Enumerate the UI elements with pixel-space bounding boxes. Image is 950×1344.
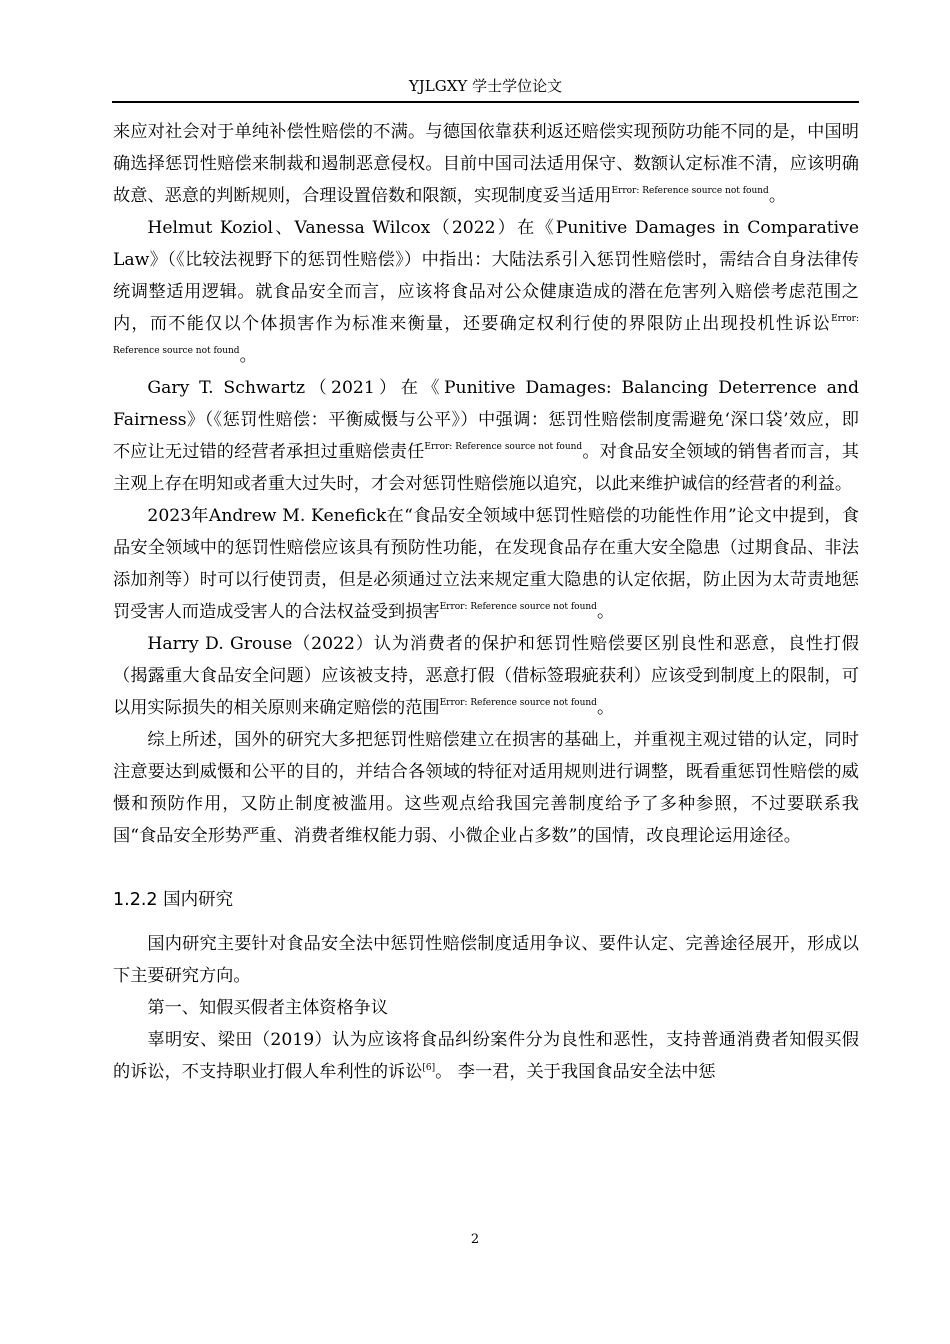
paragraph [113, 724, 859, 852]
paragraph [113, 928, 859, 992]
paragraph-text: Harry D. Grouse（2022）认为消费者的保护和惩罚性赔偿要区别良性和恶意，良性打假（揭露重大食品安全问题）应该被支持，恶意打假（借标签瑕疵获利）应该受到制度上的限制，可以用实际损失的相关原则来确定赔偿的范围 [113, 634, 859, 718]
header-divider [112, 101, 859, 103]
paragraph-text: 辜明安、梁田（2019）认为应该将食品纠纷案件分为良性和恶性，支持普通消费者知假买假的诉讼，不支持职业打假人牟利性的诉讼 [113, 1030, 859, 1082]
paragraph [113, 116, 859, 212]
paragraph-tail: 。 [596, 602, 615, 622]
paragraph [113, 372, 859, 500]
paragraph-text: 2023年Andrew M. Kenefick在“食品安全领域中惩罚性赔偿的功能性作用”论文中提到，食品安全领域中的惩罚性赔偿应该具有预防性功能，在发现食品存在重大安全隐患（过期食品、非法添加剂等）时可以行使罚责，但是必须通过立法来规定重大隐患的认定依据，防止因为太苛责地惩罚受害人而造成受害人的合法权益受到损害 [113, 506, 859, 622]
paragraph-text: 国内研究主要针对食品安全法中惩罚性赔偿制度适用争议、要件认定、完善途径展开，形成以下主要研究方向。 [113, 934, 859, 986]
paragraph [113, 628, 859, 724]
page-header: YJLGXY 学士学位论文 [408, 77, 563, 95]
section-heading [113, 884, 859, 916]
paragraph-tail: 。对食品安全领域的销售者而言，其主观上存在明知或者重大过失时，才会对惩罚性赔偿施以追究，以此来维护诚信的经营者的利益。 [113, 442, 859, 494]
paragraph-tail: 。 [768, 186, 787, 206]
paragraph-tail: 。 [596, 698, 615, 718]
paragraph-tail: 。 李一君，关于我国食品安全法中惩 [435, 1062, 716, 1082]
reference-error: Error: Reference source not found [439, 698, 597, 708]
paragraph-text: 第一、知假买假者主体资格争议 [147, 998, 389, 1018]
paragraph [113, 1024, 859, 1088]
paragraph-text: Helmut Koziol、Vanessa Wilcox（2022）在《Punitive Damages in Comparative Law》（《比较法视野下的惩罚性赔偿》）中指出：大陆法系引入惩罚性赔偿时，需结合自身法律传统调整适用逻辑。就食品安全而言，应该将食品对公众健康造成的潜在危害列入赔偿考虑范围之内，而不能仅以个体损害作为标准来衡量，还要确定权利行使的界限防止出现投机性诉讼 [113, 218, 859, 334]
reference-error: Error: Reference source not found [439, 602, 597, 612]
paragraph-text: Gary T. Schwartz（2021）在《Punitive Damages: Balancing Deterrence and Fairness》（《惩罚性赔偿：平衡威慑与公平》）中强调：惩罚性赔偿制度需避免‘深口袋’效应，即不应让无过错的经营者承担过重赔偿责任 [113, 378, 859, 462]
page-number: 2 [470, 1232, 480, 1247]
paragraph-text: 来应对社会对于单纯补偿性赔偿的不满。与德国依靠获利返还赔偿实现预防功能不同的是，中国明确选择惩罚性赔偿来制裁和遏制恶意侵权。目前中国司法适用保守、数额认定标准不清，应该明确故意、恶意的判断规则，合理设置倍数和限额，实现制度妥当适用 [113, 122, 859, 206]
paragraph-text: 综上所述，国外的研究大多把惩罚性赔偿建立在损害的基础上，并重视主观过错的认定，同时注意要达到威慑和公平的目的，并结合各领域的特征对适用规则进行调整，既看重惩罚性赔偿的威慑和预防作用，又防止制度被滥用。这些观点给我国完善制度给予了多种参照，不过要联系我国“食品安全形势严重、消费者维权能力弱、小微企业占多数”的国情，改良理论运用途径。 [113, 730, 859, 846]
reference-error: Error: Reference source not found [113, 314, 859, 356]
reference-error: Error: Reference source not found [611, 186, 769, 196]
paragraph [113, 500, 859, 628]
citation-marker[interactable]: [6] [422, 1063, 436, 1073]
paragraph-tail: 。 [239, 346, 257, 366]
reference-error: Error: Reference source not found [424, 442, 583, 452]
page-body [113, 116, 859, 1088]
section-title: 国内研究 [163, 890, 234, 910]
paragraph [113, 992, 859, 1024]
paragraph [113, 212, 859, 372]
section-number: 1.2.2 [113, 890, 158, 910]
